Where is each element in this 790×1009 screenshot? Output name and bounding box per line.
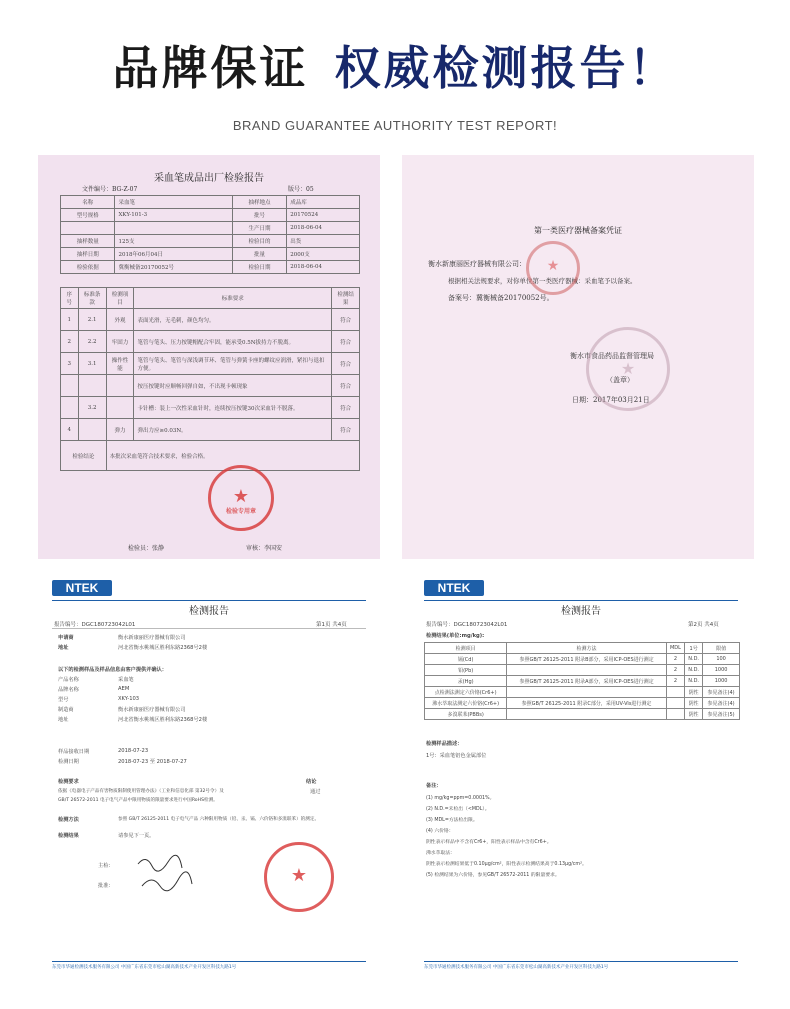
table-cell: [61, 222, 115, 235]
table-cell: 牢固力: [106, 331, 134, 353]
sign1-label: 主检：: [98, 863, 114, 869]
note-line: (4) 六价铬：: [426, 829, 454, 834]
doc3-footer: 东莞市华通检测技术服务有限公司 中国广东省东莞市松山湖高新技术产业开发区科技九路1号: [52, 961, 366, 970]
field-label: 品牌名称: [58, 687, 79, 693]
table-cell: 检验日期: [232, 261, 286, 274]
field-label: 产品名称: [58, 677, 79, 683]
inspection-report-document: [38, 155, 380, 559]
table-row: [425, 698, 740, 709]
table-cell: 3: [61, 353, 79, 375]
test-date-value: 2018-07-23 至 2018-07-27: [118, 759, 187, 765]
column-header: 标准要求: [134, 288, 332, 309]
table-cell: 125支: [115, 235, 232, 248]
table-cell: 笔管与笔头、压力按键帽配合牢固，能承受0.5N拔持力不脱离。: [134, 331, 332, 353]
table-row: [61, 331, 360, 353]
column-header: 检测项目: [106, 288, 134, 309]
table-cell: 阴性: [685, 687, 703, 698]
unit-label: 检测结果(单位:mg/kg):: [426, 633, 485, 639]
table-cell: 采血笔: [115, 196, 232, 209]
note-line: 沸水萃取法：: [426, 851, 455, 856]
column-header: 检测方法: [507, 643, 667, 654]
table-cell: 符合: [332, 331, 360, 353]
table-cell: 符合: [332, 375, 360, 397]
table-cell: 100: [703, 654, 740, 665]
authority-seal-stamp: [586, 327, 670, 411]
doc3-report-no: 报告编号：DGC180723042L01: [54, 622, 136, 628]
provided-note: 以下的检测样品及样品信息由客户提供并确认：: [58, 667, 167, 673]
doc2-seal-label: （盖章）: [606, 376, 634, 384]
table-row: [61, 309, 360, 331]
seal-star-icon: ★: [546, 258, 560, 274]
table-cell: 抽样数量: [61, 235, 115, 248]
note-line: 阴性表示样品中不含有Cr6+，阳性表示样品中含有Cr6+。: [426, 840, 552, 845]
doc1-file-no: 文件编号：BG-Z-07: [82, 186, 138, 193]
table-cell: 铅(Pb): [425, 665, 507, 676]
doc3-page-no: 第1页 共4页: [316, 622, 347, 628]
table-cell: 参见备注(4): [703, 687, 740, 698]
table-cell: 参照GB/T 26125-2011 附录A部分，采用ICP-OES进行测定: [507, 676, 667, 687]
table-row: [425, 709, 740, 720]
doc1-items-table: [60, 287, 360, 471]
company-seal-stamp: [526, 241, 580, 295]
table-row: [425, 676, 740, 687]
conclusion-label: 结论: [306, 779, 317, 785]
table-cell: 参照GB/T 26125-2011 附录C部分，采用UV-Vis进行测定: [507, 698, 667, 709]
conclusion-row: [61, 441, 360, 471]
table-cell: 1000: [703, 676, 740, 687]
ntek-report-page2: [410, 572, 752, 982]
table-cell: 参见备注(4): [703, 698, 740, 709]
doc4-title: 检测报告: [561, 606, 601, 617]
method-label: 检测方法: [58, 817, 79, 823]
field-value: 采血笔: [118, 677, 134, 683]
table-cell: 2000支: [287, 248, 360, 261]
table-row: [425, 687, 740, 698]
table-cell: 1000: [703, 665, 740, 676]
table-cell: 2: [666, 676, 684, 687]
divider: [52, 628, 366, 629]
table-cell: 名称: [61, 196, 115, 209]
table-cell: 2: [61, 331, 79, 353]
doc1-title: 采血笔成品出厂检验报告: [154, 173, 264, 184]
receive-date-value: 2018-07-23: [118, 748, 149, 754]
table-cell: 按压按键时应顺畅回弹自如，不出现卡顿现象: [134, 375, 332, 397]
table-cell: 镉(Cd): [425, 654, 507, 665]
doc1-reviewer: 审核：李国安: [246, 545, 283, 552]
result-value: 请参见下一页。: [118, 833, 155, 839]
note-line: 阴性表示检测结果低于0.10μg/cm²，阳性表示检测结果高于0.13μg/cm²。: [426, 862, 587, 867]
doc2-company: 衡水新康丽医疗器械有限公司：: [428, 260, 526, 268]
field-value: XKY-103: [118, 696, 140, 702]
table-row: [61, 397, 360, 419]
table-cell: [115, 222, 232, 235]
table-cell: 外观: [106, 309, 134, 331]
table-cell: 批量: [232, 248, 286, 261]
table-cell: 笔管与笔头、笔管与深浅调节环、笔管与弹簧卡座的螺纹应润滑，紧扣与退扣方便。: [134, 353, 332, 375]
ntek-logo: NTEK: [52, 580, 112, 596]
method-value: 参照 GB/T 26125-2011 电子电气产品 六种限用物质（铅、汞、镉、六价铬和多溴联苯）的测定。: [118, 817, 320, 822]
table-cell: N.D.: [685, 665, 703, 676]
applicant-label: 申请商: [58, 635, 74, 641]
table-cell: [666, 698, 684, 709]
table-cell: 生产日期: [232, 222, 286, 235]
page-subtitle: BRAND GUARANTEE AUTHORITY TEST REPORT!: [232, 118, 558, 133]
table-cell: 符合: [332, 397, 360, 419]
table-row: [61, 235, 360, 248]
table-cell: 点检测法测定六价铬(Cr6+): [425, 687, 507, 698]
field-value: 河北省衡水桃城区胜利东路2368号2楼: [118, 717, 208, 723]
ntek-logo: NTEK: [424, 580, 484, 596]
doc1-inspector: 检验员：张静: [128, 545, 165, 552]
table-cell: N.D.: [685, 654, 703, 665]
requirement-label: 检测要求: [58, 779, 79, 785]
table-cell: 沸水萃取法测定六价铬(Cr6+): [425, 698, 507, 709]
table-cell: 抽样日期: [61, 248, 115, 261]
table-cell: [666, 709, 684, 720]
note-line: (1) mg/kg=ppm=0.0001%。: [426, 796, 495, 801]
sign2-label: 批准：: [98, 883, 114, 889]
requirement-text-1: 依据《电器电子产品有害物质限制使用管理办法》（工业和信息化部 第32号令）及: [58, 789, 224, 794]
table-cell: 2018年06月04日: [115, 248, 232, 261]
table-cell: 1: [61, 309, 79, 331]
title-authority-report: 权威检测报告！: [334, 41, 678, 95]
table-cell: [507, 709, 667, 720]
sample-label: 检测样品描述：: [426, 741, 463, 747]
field-label: 制造商: [58, 707, 74, 713]
column-header: 检测结果: [332, 288, 360, 309]
record-certificate-document: [402, 155, 754, 559]
sample-value: 1号：采血笔铝色金属部位: [426, 753, 487, 759]
table-cell: 抽样地点: [232, 196, 286, 209]
table-cell: 弹出力应≥0.03N。: [134, 419, 332, 441]
table-cell: 3.1: [78, 353, 106, 375]
table-cell: 批号: [232, 209, 286, 222]
table-cell: [61, 397, 79, 419]
table-cell: [61, 375, 79, 397]
doc4-results-table: [424, 642, 740, 720]
table-cell: 阴性: [685, 709, 703, 720]
table-cell: [78, 375, 106, 397]
table-cell: [666, 687, 684, 698]
note-line: (3) MDL=方法检出限。: [426, 818, 478, 823]
doc4-page-no: 第2页 共4页: [688, 622, 719, 628]
doc2-text-line2: 备案号：冀衡械备20170052号。: [448, 294, 554, 302]
field-value: 衡水新康丽医疗器械有限公司: [118, 707, 186, 713]
table-cell: 型号规格: [61, 209, 115, 222]
table-cell: 符合: [332, 419, 360, 441]
table-cell: 弹力: [106, 419, 134, 441]
table-cell: 检验目的: [232, 235, 286, 248]
seal-star-icon: ★: [620, 359, 636, 378]
table-cell: 阴性: [685, 698, 703, 709]
field-label: 型号: [58, 697, 69, 703]
header-rule: [424, 600, 738, 601]
table-cell: 检验依据: [61, 261, 115, 274]
header-rule: [52, 600, 366, 601]
table-row: [425, 654, 740, 665]
table-cell: 多溴联苯(PBBs): [425, 709, 507, 720]
table-row: [61, 196, 360, 209]
column-header: 1号: [685, 643, 703, 654]
applicant-value: 衡水新康丽医疗器械有限公司: [118, 635, 186, 641]
table-cell: 冀衡械备20170052号: [115, 261, 232, 274]
title-brand-guarantee: 品牌保证: [112, 41, 309, 95]
table-row: [61, 261, 360, 274]
column-header: 限值: [703, 643, 740, 654]
address-value: 河北省衡水桃城区胜利东路2368号2楼: [118, 645, 208, 651]
table-cell: 表面光滑，无毛刺，颜色均匀。: [134, 309, 332, 331]
handwritten-signature: [134, 850, 214, 894]
seal-text: 检验专用章: [225, 508, 256, 515]
address-label: 地址: [58, 645, 69, 651]
doc2-authority: 衡水市食品药品监督管理局: [570, 352, 654, 360]
table-row: [61, 209, 360, 222]
note-line: (5) 检测结果为六价铬，参见GB/T 26572-2011 的限量要求。: [426, 873, 560, 878]
table-cell: [106, 397, 134, 419]
table-cell: [507, 687, 667, 698]
table-cell: 2018-06-04: [287, 261, 360, 274]
doc4-footer: 东莞市华通检测技术服务有限公司 中国广东省东莞市松山湖高新技术产业开发区科技九路1号: [424, 961, 738, 970]
notes-label: 备注：: [426, 783, 442, 789]
table-cell: 2: [666, 654, 684, 665]
conclusion-label: 检验结论: [61, 441, 107, 471]
table-header-row: [61, 288, 360, 309]
table-cell: 4: [61, 419, 79, 441]
doc2-title: 第一类医疗器械备案凭证: [534, 226, 622, 235]
table-cell: 2.2: [78, 331, 106, 353]
table-cell: [106, 375, 134, 397]
doc1-version: 版号：05: [288, 186, 314, 193]
column-header: MDL: [666, 643, 684, 654]
table-cell: 2.1: [78, 309, 106, 331]
receive-date-label: 样品接收日期: [58, 749, 90, 755]
table-cell: N.D.: [685, 676, 703, 687]
page-title: [0, 38, 790, 98]
requirement-text-2: GB/T 26572-2011 电子电气产品中限用物质的限量要求进行中国RoHS检测。: [58, 798, 218, 803]
table-row: [61, 222, 360, 235]
table-cell: 2018-06-04: [287, 222, 360, 235]
red-seal-stamp: [208, 465, 274, 531]
column-header: 标准条款: [78, 288, 106, 309]
table-row: [61, 248, 360, 261]
conclusion-value: 本批次采血笔符合技术要求，检验合格。: [106, 441, 359, 471]
table-cell: 20170524: [287, 209, 360, 222]
table-cell: 3.2: [78, 397, 106, 419]
table-cell: 2: [666, 665, 684, 676]
field-value: AEM: [118, 686, 130, 692]
conclusion-value: 通过: [310, 789, 321, 795]
table-row: [61, 353, 360, 375]
seal-star-icon: ★: [290, 865, 308, 886]
table-cell: 参照GB/T 26125-2011 附录B部分，采用ICP-OES进行测定: [507, 654, 667, 665]
test-date-label: 检测日期: [58, 759, 79, 765]
table-cell: [507, 665, 667, 676]
table-cell: 汞(Hg): [425, 676, 507, 687]
table-cell: 成品库: [287, 196, 360, 209]
doc1-info-table: [60, 195, 360, 274]
table-cell: 符合: [332, 353, 360, 375]
table-cell: [78, 419, 106, 441]
ntek-test-seal: [264, 842, 334, 912]
ntek-report-page1: [38, 572, 380, 982]
table-cell: 参见备注(5): [703, 709, 740, 720]
table-cell: 卡针槽：装上一次性采血针时，连续按压按键30次采血针不脱落。: [134, 397, 332, 419]
table-row: [61, 419, 360, 441]
table-cell: 操作性能: [106, 353, 134, 375]
page-header: [0, 0, 790, 150]
table-cell: 出货: [287, 235, 360, 248]
table-cell: 符合: [332, 309, 360, 331]
column-header: 检测项目: [425, 643, 507, 654]
doc2-text-line1: 根据相关法规要求，对你单位第一类医疗器械：采血笔予以备案。: [448, 277, 637, 285]
seal-star-icon: ★: [232, 486, 250, 507]
note-line: (2) N.D.=未检出（<MDL）。: [426, 807, 490, 812]
table-header-row: [425, 643, 740, 654]
doc4-report-no: 报告编号：DGC180723042L01: [426, 622, 508, 628]
table-row: [61, 375, 360, 397]
doc3-title: 检测报告: [189, 606, 229, 617]
table-row: [425, 665, 740, 676]
field-label: 地址: [58, 717, 69, 723]
doc2-date: 日期：2017年03月21日: [572, 396, 650, 404]
result-label: 检测结果: [58, 833, 79, 839]
table-cell: XKY-101-3: [115, 209, 232, 222]
column-header: 序号: [61, 288, 79, 309]
